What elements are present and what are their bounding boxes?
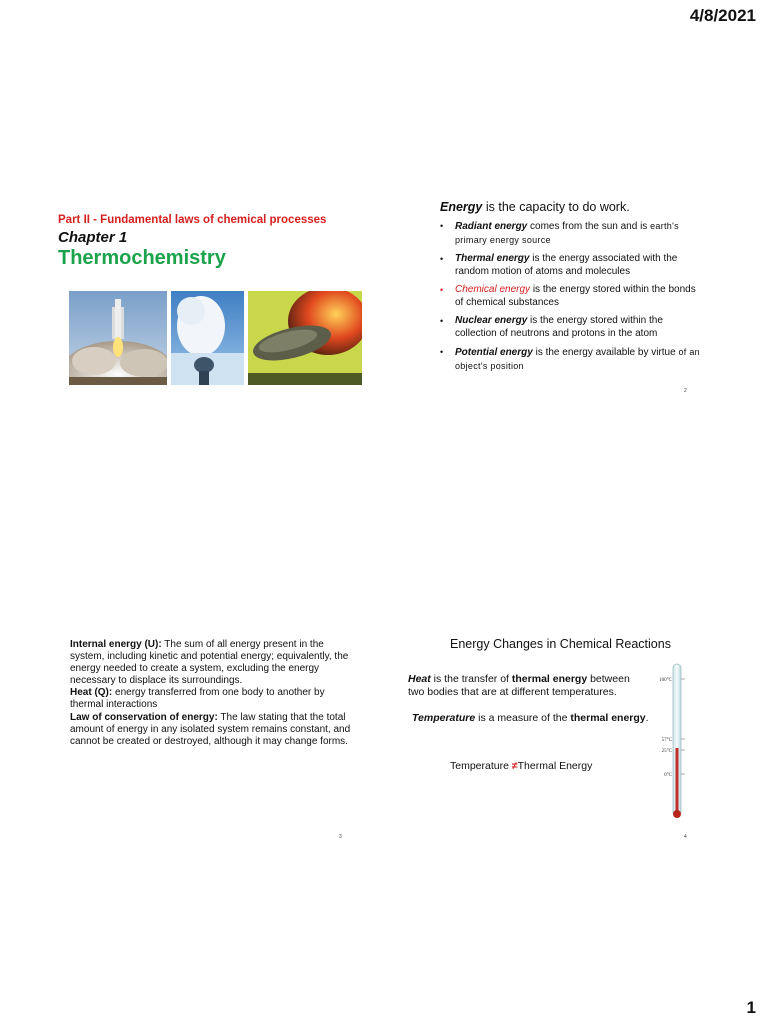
bold-term: thermal energy <box>511 673 588 685</box>
definition-term: Law of conservation of energy: <box>70 711 218 723</box>
definition-term: Internal energy (U): <box>70 639 162 650</box>
heat-definition <box>70 687 352 711</box>
thermometer-label-0: 0°C <box>664 773 672 778</box>
text-span: is the transfer of <box>430 673 512 685</box>
not-equal-statement <box>450 760 592 772</box>
bullet-term: Radiant energy <box>455 221 528 232</box>
bold-term: thermal energy <box>570 712 646 724</box>
bullet-term: Potential energy <box>455 347 533 358</box>
bullet-text: is the energy associated with the random motion of atoms and molecules <box>455 253 678 277</box>
geyser-image <box>171 291 244 385</box>
thermometer-icon <box>650 662 690 822</box>
list-item <box>440 284 700 309</box>
temperature-definition <box>412 712 649 724</box>
document-date: 4/8/2021 <box>689 6 756 25</box>
definition-term: Heat (Q): <box>70 687 113 699</box>
list-item <box>440 346 700 373</box>
energy-term: Energy <box>440 200 483 214</box>
text-span: Thermal Energy <box>517 760 593 772</box>
part-heading: Part II - Fundamental laws of chemical processes <box>58 214 327 226</box>
energy-definition-text: is the capacity to do work. <box>482 200 630 214</box>
slide-number: 4 <box>684 834 687 840</box>
text-span: is a measure of the <box>475 712 571 724</box>
bullet-text: is the energy stored within the bonds of chemical substances <box>455 284 696 308</box>
bullet-dot: • <box>440 254 444 264</box>
text-span: . <box>645 712 649 724</box>
slide-title: Thermochemistry <box>58 247 226 269</box>
bullet-text: comes from the sun and is <box>527 221 651 232</box>
definition-text: energy transferred from one body to another by thermal interactions <box>70 687 325 711</box>
energy-types-list <box>440 220 700 379</box>
bullet-tail: of an object's position <box>455 347 700 371</box>
bullet-dot: • <box>440 221 444 231</box>
heat-definition <box>408 673 648 698</box>
bullet-text: is the energy stored within the collection of neutrons and protons in the atom <box>455 315 663 339</box>
slide-number: 3 <box>339 834 342 840</box>
bullet-text: is the energy available by virtue <box>532 347 679 358</box>
list-item <box>440 315 700 340</box>
list-item <box>440 253 700 278</box>
text-span: between two bodies that are at different temperatures. <box>408 673 630 698</box>
energy-definition <box>440 200 630 214</box>
thermometer-label-57: 57°C <box>661 738 672 743</box>
bullet-term: Chemical energy <box>455 284 531 295</box>
conservation-law-definition <box>70 712 352 748</box>
definition-text: The law stating that the total amount of energy in any isolated system remains constant, and cannot be created or destroyed, although it may change forms. <box>70 711 351 747</box>
page-number: 1 <box>746 998 756 1017</box>
slide-number: 2 <box>684 388 687 394</box>
internal-energy-definition <box>70 639 352 687</box>
bullet-tail: earth's primary energy source <box>455 221 679 245</box>
bullet-dot: • <box>440 347 444 357</box>
space-shuttle-launch-image <box>69 291 167 385</box>
temperature-term: Temperature <box>412 712 476 724</box>
chapter-label: Chapter 1 <box>58 229 128 246</box>
bullet-dot: • <box>440 285 444 295</box>
list-item <box>440 220 700 247</box>
heat-term: Heat <box>408 673 431 685</box>
thermometer-label-100: 100°C <box>659 678 672 683</box>
text-span: Temperature <box>450 760 512 772</box>
slide-title: Energy Changes in Chemical Reactions <box>450 637 671 651</box>
thermometer-label-25: 25°C <box>661 749 672 754</box>
bullet-term: Nuclear energy <box>455 315 528 326</box>
burning-airship-image <box>248 291 362 385</box>
bullet-term: Thermal energy <box>455 253 530 264</box>
bullet-dot: • <box>440 316 444 326</box>
definition-text: The sum of all energy present in the system, including kinetic and potential energy; equivalently, the energy needed to create a system, excluding the energy necessary to displace its surroundings. <box>70 639 349 687</box>
definitions-block <box>70 639 352 748</box>
not-equal-mark: ≠ <box>511 760 518 772</box>
